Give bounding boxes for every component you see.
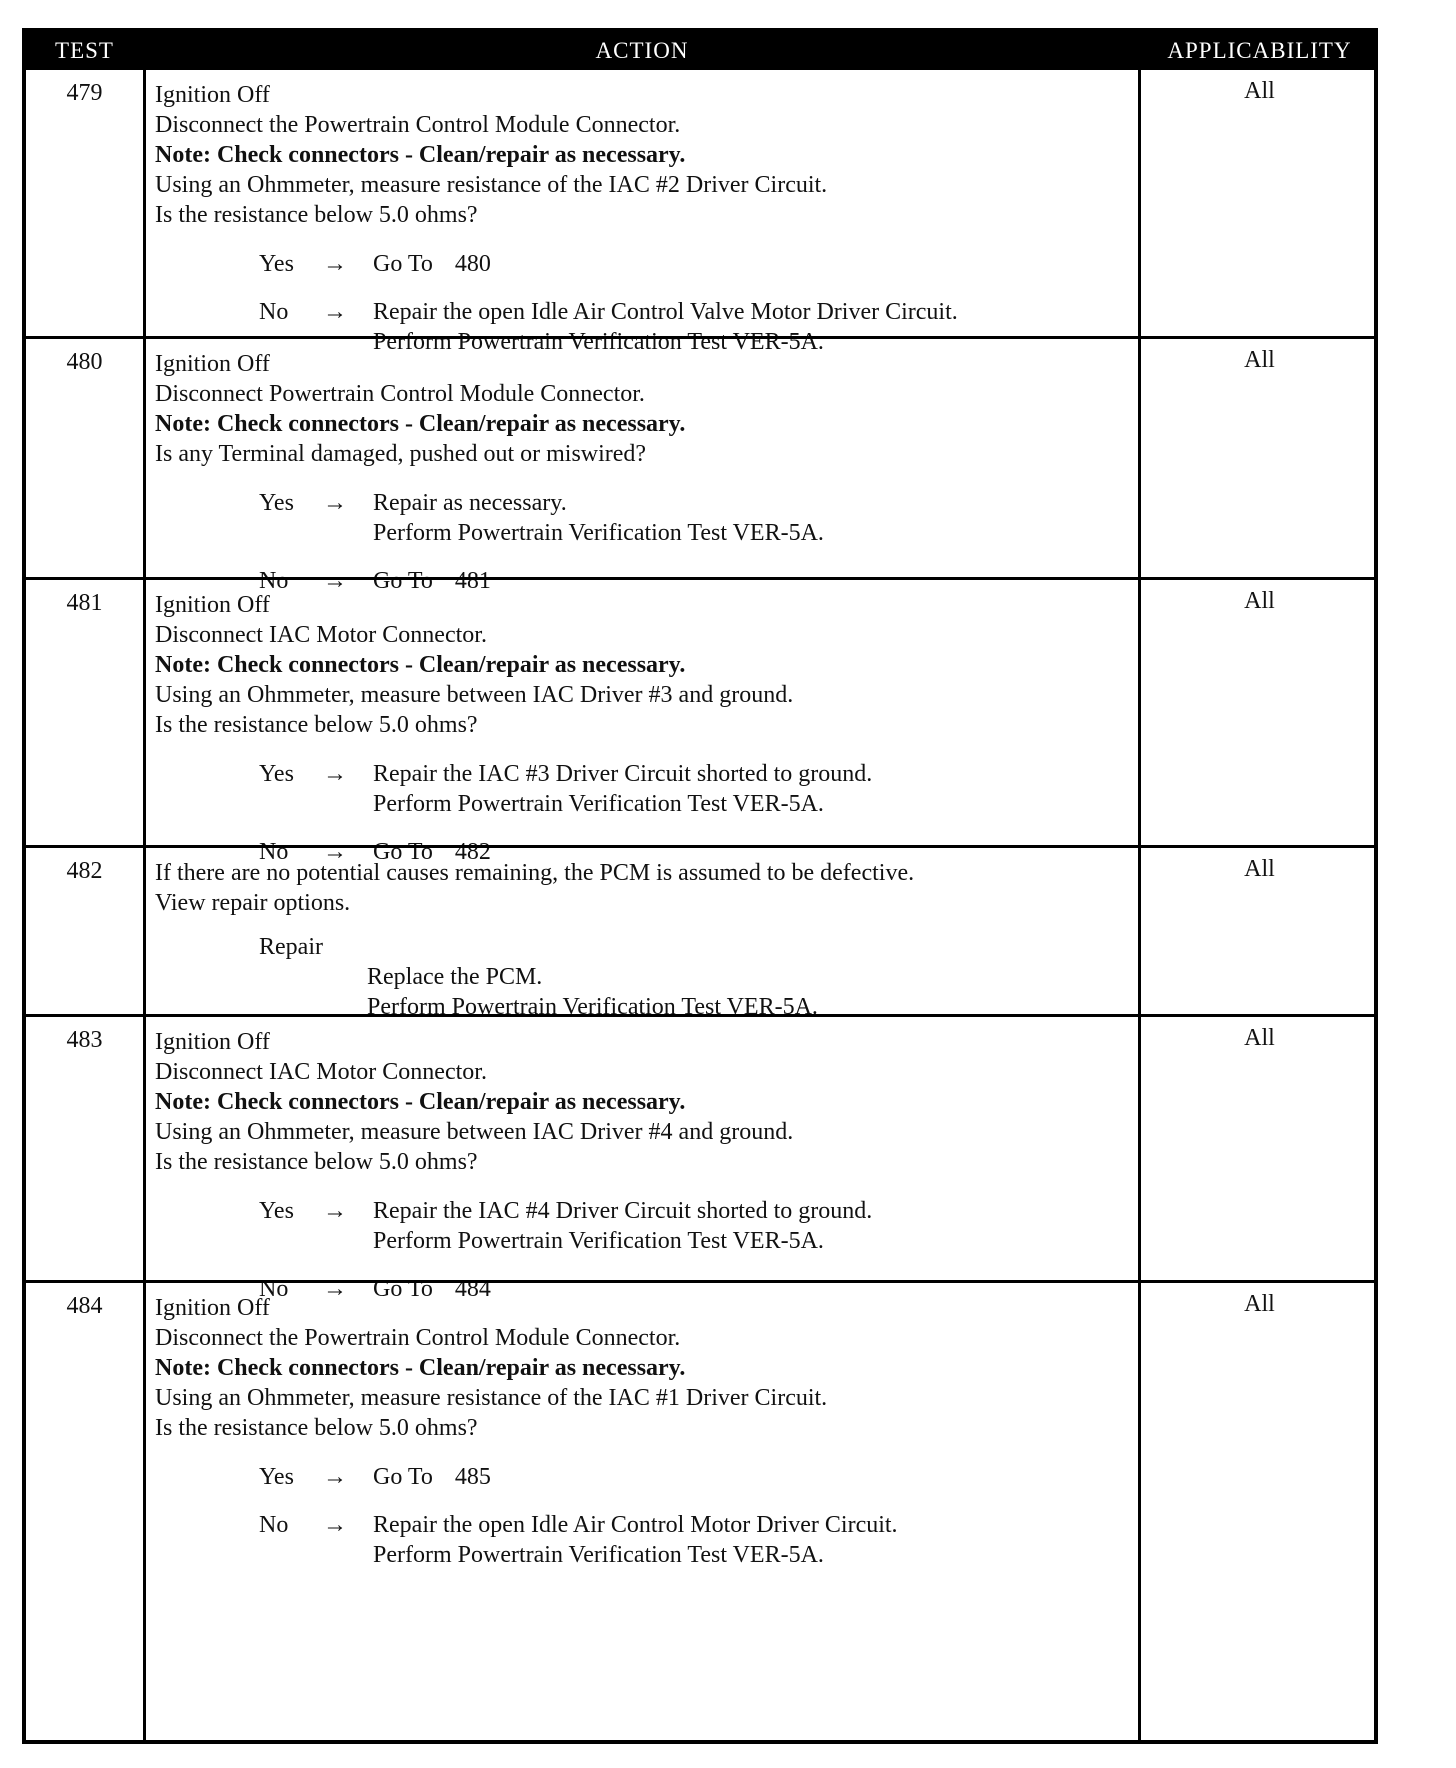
action-cell: [143, 1017, 1141, 1302]
arrow-icon: →: [323, 1198, 347, 1224]
table-row: [26, 70, 1374, 355]
header-applicability: APPLICABILITY: [1167, 38, 1352, 63]
result-line: Perform Powertrain Verification Test VER-5A.: [373, 1228, 824, 1254]
arrow-icon: →: [323, 1464, 347, 1490]
test-number: 483: [66, 1027, 103, 1053]
goto-label: Go To: [373, 251, 433, 277]
repair-label: Repair: [259, 934, 323, 960]
applicability-value: All: [1244, 347, 1275, 373]
applicability-value: All: [1244, 1025, 1275, 1051]
result-line: Perform Powertrain Verification Test VER-5A.: [373, 329, 824, 355]
arrow-icon: →: [323, 1276, 347, 1302]
no-label: No: [259, 1512, 289, 1538]
goto-test-link[interactable]: 481: [454, 568, 491, 594]
action-cell: [143, 848, 1141, 1020]
goto-label: Go To: [373, 1464, 433, 1490]
action-line: Using an Ohmmeter, measure between IAC Driver #3 and ground.: [155, 682, 794, 708]
action-line: View repair options.: [155, 890, 351, 916]
action-note: Note: Check connectors - Clean/repair as necessary.: [155, 411, 686, 437]
yes-branch: [155, 488, 1138, 548]
diagnostic-test-table: [22, 28, 1378, 1744]
action-line: Ignition Off: [155, 592, 270, 618]
action-line: Disconnect Powertrain Control Module Connector.: [155, 381, 645, 407]
action-note: Note: Check connectors - Clean/repair as necessary.: [155, 1355, 686, 1381]
repair-line: Perform Powertrain Verification Test VER-5A.: [367, 994, 818, 1020]
result-line: Repair the IAC #4 Driver Circuit shorted to ground.: [373, 1198, 873, 1224]
arrow-icon: →: [323, 568, 347, 594]
action-line: Ignition Off: [155, 1295, 270, 1321]
yes-branch: [155, 1462, 1138, 1492]
table-row: [26, 845, 1374, 1020]
action-note: Note: Check connectors - Clean/repair as necessary.: [155, 652, 686, 678]
action-line: Disconnect IAC Motor Connector.: [155, 1059, 487, 1085]
arrow-icon: →: [323, 299, 347, 325]
result-line: Perform Powertrain Verification Test VER-5A.: [373, 520, 824, 546]
applicability-value: All: [1244, 78, 1275, 104]
table-row: [26, 1014, 1374, 1302]
goto-test-link[interactable]: 485: [454, 1464, 491, 1490]
action-question: Is the resistance below 5.0 ohms?: [155, 1415, 478, 1441]
arrow-icon: →: [323, 1512, 347, 1538]
yes-label: Yes: [259, 1464, 294, 1490]
action-line: Disconnect the Powertrain Control Module Connector.: [155, 1325, 681, 1351]
applicability-value: All: [1244, 1291, 1275, 1317]
result-line: Perform Powertrain Verification Test VER-5A.: [373, 1542, 824, 1568]
result-line: Repair the open Idle Air Control Motor Driver Circuit.: [373, 1512, 898, 1538]
result-line: Repair the open Idle Air Control Valve Motor Driver Circuit.: [373, 299, 958, 325]
action-line: Using an Ohmmeter, measure resistance of the IAC #2 Driver Circuit.: [155, 172, 828, 198]
action-line: Disconnect the Powertrain Control Module Connector.: [155, 112, 681, 138]
table-row: [26, 577, 1374, 865]
applicability-value: All: [1244, 588, 1275, 614]
arrow-icon: →: [323, 761, 347, 787]
goto-test-link[interactable]: 484: [454, 1276, 491, 1302]
action-cell: [143, 339, 1141, 594]
test-number: 481: [66, 590, 103, 616]
action-line: Using an Ohmmeter, measure between IAC Driver #4 and ground.: [155, 1119, 794, 1145]
yes-label: Yes: [259, 251, 294, 277]
action-cell: [143, 580, 1141, 865]
arrow-icon: →: [323, 490, 347, 516]
action-note: Note: Check connectors - Clean/repair as necessary.: [155, 142, 686, 168]
result-line: Perform Powertrain Verification Test VER-5A.: [373, 791, 824, 817]
result-line: Repair as necessary.: [373, 490, 567, 516]
arrow-icon: →: [323, 251, 347, 277]
test-number: 479: [66, 80, 103, 106]
action-cell: [143, 70, 1141, 355]
action-question: Is the resistance below 5.0 ohms?: [155, 1149, 478, 1175]
test-number: 482: [66, 858, 103, 884]
goto-label: Go To: [373, 568, 433, 594]
no-label: No: [259, 1276, 289, 1302]
no-label: No: [259, 299, 289, 325]
header-action: ACTION: [595, 38, 689, 63]
no-label: No: [259, 839, 289, 865]
action-question: Is the resistance below 5.0 ohms?: [155, 202, 478, 228]
header-test: TEST: [55, 38, 114, 63]
action-note: Note: Check connectors - Clean/repair as necessary.: [155, 1089, 686, 1115]
result-line: Repair the IAC #3 Driver Circuit shorted to ground.: [373, 761, 873, 787]
table-header: [26, 32, 1374, 70]
goto-label: Go To: [373, 1276, 433, 1302]
action-question: Is any Terminal damaged, pushed out or miswired?: [155, 441, 647, 467]
yes-branch: [155, 249, 1138, 279]
test-number: 484: [66, 1293, 103, 1319]
action-line: Ignition Off: [155, 351, 270, 377]
action-line: Ignition Off: [155, 82, 270, 108]
goto-test-link[interactable]: 480: [454, 251, 491, 277]
repair-line: Replace the PCM.: [367, 964, 543, 990]
applicability-value: All: [1244, 856, 1275, 882]
yes-branch: [155, 759, 1138, 819]
no-label: No: [259, 568, 289, 594]
yes-label: Yes: [259, 1198, 294, 1224]
goto-label: Go To: [373, 839, 433, 865]
yes-label: Yes: [259, 761, 294, 787]
no-branch: [155, 1510, 1138, 1570]
table-row: [26, 336, 1374, 594]
action-line: Disconnect IAC Motor Connector.: [155, 622, 487, 648]
action-line: Ignition Off: [155, 1029, 270, 1055]
table-row: [26, 1280, 1374, 1744]
repair-options: [155, 962, 1138, 1022]
yes-label: Yes: [259, 490, 294, 516]
test-number: 480: [66, 349, 103, 375]
goto-test-link[interactable]: 482: [454, 839, 491, 865]
action-question: Is the resistance below 5.0 ohms?: [155, 712, 478, 738]
arrow-icon: →: [323, 839, 347, 865]
action-line: Using an Ohmmeter, measure resistance of the IAC #1 Driver Circuit.: [155, 1385, 828, 1411]
action-cell: [143, 1283, 1141, 1744]
action-line: If there are no potential causes remaining, the PCM is assumed to be defective.: [155, 860, 915, 886]
yes-branch: [155, 1196, 1138, 1256]
